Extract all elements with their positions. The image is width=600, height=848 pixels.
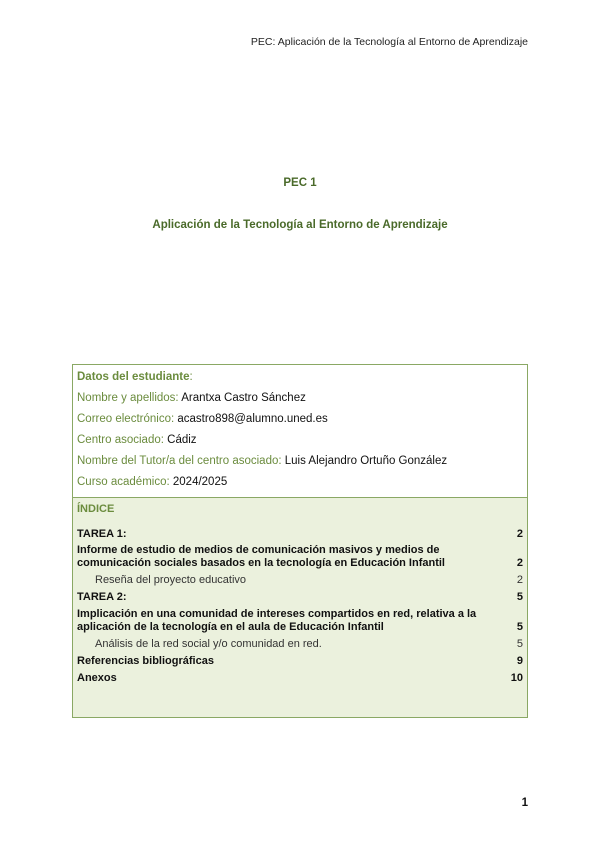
field-tutor-value: Luis Alejandro Ortuño González bbox=[281, 455, 448, 467]
document-subtitle: Aplicación de la Tecnología al Entorno de Aprendizaje bbox=[152, 219, 448, 231]
toc-entry-page: 5 bbox=[516, 591, 523, 603]
field-center-label: Centro asociado: bbox=[77, 434, 164, 446]
student-data-heading bbox=[77, 371, 193, 383]
toc-entry[interactable] bbox=[95, 638, 523, 651]
field-name-value: Arantxa Castro Sánchez bbox=[178, 392, 306, 404]
field-name-label: Nombre y apellidos: bbox=[77, 392, 179, 404]
toc-entry-text: Anexos bbox=[77, 672, 117, 684]
toc-entry-text: TAREA 1: bbox=[77, 528, 127, 540]
toc-entry-text: Informe de estudio de medios de comunicación masivos y medios de comunicación sociales basados en la tecnología en Educación Infantil bbox=[77, 544, 445, 569]
toc-entry[interactable] bbox=[77, 528, 523, 541]
field-tutor-label: Nombre del Tutor/a del centro asociado: bbox=[77, 455, 282, 467]
toc-entry-page: 2 bbox=[516, 528, 523, 540]
student-info-box bbox=[72, 364, 528, 718]
index-section bbox=[73, 498, 527, 717]
toc-entry[interactable] bbox=[77, 591, 523, 604]
field-name bbox=[77, 392, 306, 404]
field-year bbox=[77, 476, 227, 488]
student-data-section bbox=[73, 365, 527, 498]
toc-entry[interactable] bbox=[95, 574, 523, 587]
field-year-label: Curso académico: bbox=[77, 476, 170, 488]
field-center-value: Cádiz bbox=[163, 434, 197, 446]
index-title: ÍNDICE bbox=[77, 503, 115, 515]
toc-entry-text: TAREA 2: bbox=[77, 591, 127, 603]
toc-entry-text: Reseña del proyecto educativo bbox=[95, 574, 247, 586]
field-tutor bbox=[77, 455, 447, 467]
toc-entry-text: Referencias bibliográficas bbox=[77, 655, 214, 667]
field-year-value: 2024/2025 bbox=[169, 476, 228, 488]
toc-entry-page: 10 bbox=[510, 672, 523, 684]
toc-entry-page: 2 bbox=[516, 557, 523, 569]
toc-entry-text: Implicación en una comunidad de intereses compartidos en red, relativa a la aplicación de la tecnología en el aula de Educación Infantil bbox=[77, 608, 477, 633]
toc-entry[interactable] bbox=[77, 544, 523, 570]
page-number: 1 bbox=[521, 797, 528, 809]
field-email-label: Correo electrónico: bbox=[77, 413, 175, 425]
toc-entry-text: Análisis de la red social y/o comunidad en red. bbox=[95, 638, 322, 650]
pec-title: PEC 1 bbox=[283, 177, 317, 189]
field-email bbox=[77, 413, 328, 425]
toc-entry[interactable] bbox=[77, 672, 523, 685]
toc-entry[interactable] bbox=[77, 608, 523, 634]
toc-entry-page: 5 bbox=[516, 638, 523, 650]
student-heading-label: Datos del estudiante bbox=[77, 371, 190, 383]
toc-entry-page: 2 bbox=[516, 574, 523, 586]
field-center bbox=[77, 434, 197, 446]
running-header: PEC: Aplicación de la Tecnología al Entorno de Aprendizaje bbox=[250, 36, 528, 48]
toc-entry-page: 5 bbox=[516, 621, 523, 633]
student-heading-colon: : bbox=[189, 371, 193, 383]
field-email-value: acastro898@alumno.uned.es bbox=[174, 413, 328, 425]
toc-entry[interactable] bbox=[77, 655, 523, 668]
toc-entry-page: 9 bbox=[516, 655, 523, 667]
